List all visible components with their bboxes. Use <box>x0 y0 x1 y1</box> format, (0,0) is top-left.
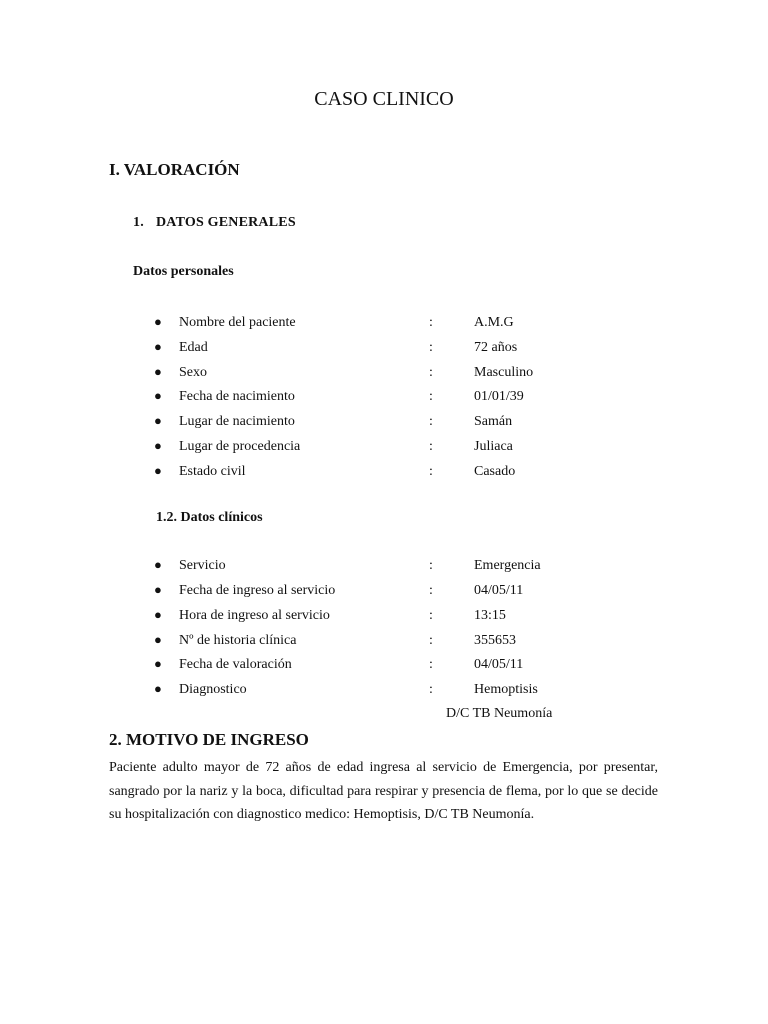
row-value: Masculino <box>474 365 534 380</box>
row-label: Sexo <box>179 365 207 380</box>
datos-personales-heading: Datos personales <box>133 264 234 279</box>
bullet-icon: ● <box>154 582 162 597</box>
row-value: 01/01/39 <box>474 389 524 404</box>
row-value: 04/05/11 <box>474 583 524 598</box>
row-label: Servicio <box>179 558 226 573</box>
bullet-icon: ● <box>154 438 162 453</box>
row-value: Hemoptisis <box>474 682 538 697</box>
bullet-icon: ● <box>154 607 162 622</box>
personal-row-lugar-procedencia <box>154 439 604 459</box>
row-value: Emergencia <box>474 558 541 573</box>
personal-row-sexo <box>154 365 604 385</box>
subsection-label: DATOS GENERALES <box>156 215 296 230</box>
document-title: CASO CLINICO <box>314 88 454 110</box>
clinical-row-historia-clinica <box>154 633 604 653</box>
row-colon: : <box>429 608 433 623</box>
clinical-row-fecha-ingreso <box>154 583 604 603</box>
row-colon: : <box>429 682 433 697</box>
section-heading-motivo-ingreso: 2. MOTIVO DE INGRESO <box>109 730 309 749</box>
clinical-row-fecha-valoracion <box>154 657 604 677</box>
row-value: 355653 <box>474 633 516 648</box>
subsection-heading-datos-generales <box>133 215 296 231</box>
section-heading-valoracion: I. VALORACIÓN <box>109 160 240 179</box>
row-value: 04/05/11 <box>474 657 524 672</box>
row-value: 72 años <box>474 340 518 355</box>
row-colon: : <box>429 583 433 598</box>
personal-row-nombre <box>154 315 604 335</box>
row-colon: : <box>429 657 433 672</box>
personal-row-fecha-nacimiento <box>154 389 604 409</box>
bullet-icon: ● <box>154 656 162 671</box>
row-label: Lugar de procedencia <box>179 439 301 454</box>
personal-row-estado-civil <box>154 464 604 484</box>
row-colon: : <box>429 340 433 355</box>
row-colon: : <box>429 633 433 648</box>
row-label: Diagnostico <box>179 682 247 697</box>
bullet-icon: ● <box>154 339 162 354</box>
row-value: Casado <box>474 464 516 479</box>
row-colon: : <box>429 315 433 330</box>
bullet-icon: ● <box>154 632 162 647</box>
bullet-icon: ● <box>154 388 162 403</box>
personal-row-lugar-nacimiento <box>154 414 604 434</box>
row-value: A.M.G <box>474 315 514 330</box>
clinical-row-diagnostico <box>154 682 604 702</box>
row-colon: : <box>429 558 433 573</box>
row-label: Hora de ingreso al servicio <box>179 608 330 623</box>
bullet-icon: ● <box>154 413 162 428</box>
bullet-icon: ● <box>154 314 162 329</box>
row-label: Fecha de ingreso al servicio <box>179 583 336 598</box>
subsection-number: 1. <box>133 215 144 230</box>
row-colon: : <box>429 389 433 404</box>
row-colon: : <box>429 439 433 454</box>
motivo-ingreso-paragraph: Paciente adulto mayor de 72 años de edad ingresa al servicio de Emergencia, por presentar, sangrado por la nariz y la boca, dificultad para respirar y presencia de flema, por lo que se decide su hospitalización con diagnostico medico: Hemoptisis, D/C TB Neumonía. <box>109 760 658 822</box>
row-label: Fecha de nacimiento <box>179 389 295 404</box>
clinical-row-hora-ingreso <box>154 608 604 628</box>
row-colon: : <box>429 414 433 429</box>
bullet-icon: ● <box>154 557 162 572</box>
row-label: Estado civil <box>179 464 246 479</box>
bullet-icon: ● <box>154 364 162 379</box>
row-colon: : <box>429 464 433 479</box>
row-label: Fecha de valoración <box>179 657 292 672</box>
row-label: Lugar de nacimiento <box>179 414 295 429</box>
personal-row-edad <box>154 340 604 360</box>
bullet-icon: ● <box>154 463 162 478</box>
row-value: 13:15 <box>474 608 506 623</box>
diagnostico-secundario: D/C TB Neumonía <box>446 706 553 721</box>
row-label: Nº de historia clínica <box>179 633 297 648</box>
row-value: Juliaca <box>474 439 513 454</box>
clinical-row-servicio <box>154 558 604 578</box>
row-label: Edad <box>179 340 208 355</box>
row-value: Samán <box>474 414 513 429</box>
bullet-icon: ● <box>154 681 162 696</box>
datos-clinicos-heading: 1.2. Datos clínicos <box>156 510 263 525</box>
row-colon: : <box>429 365 433 380</box>
row-label: Nombre del paciente <box>179 315 296 330</box>
